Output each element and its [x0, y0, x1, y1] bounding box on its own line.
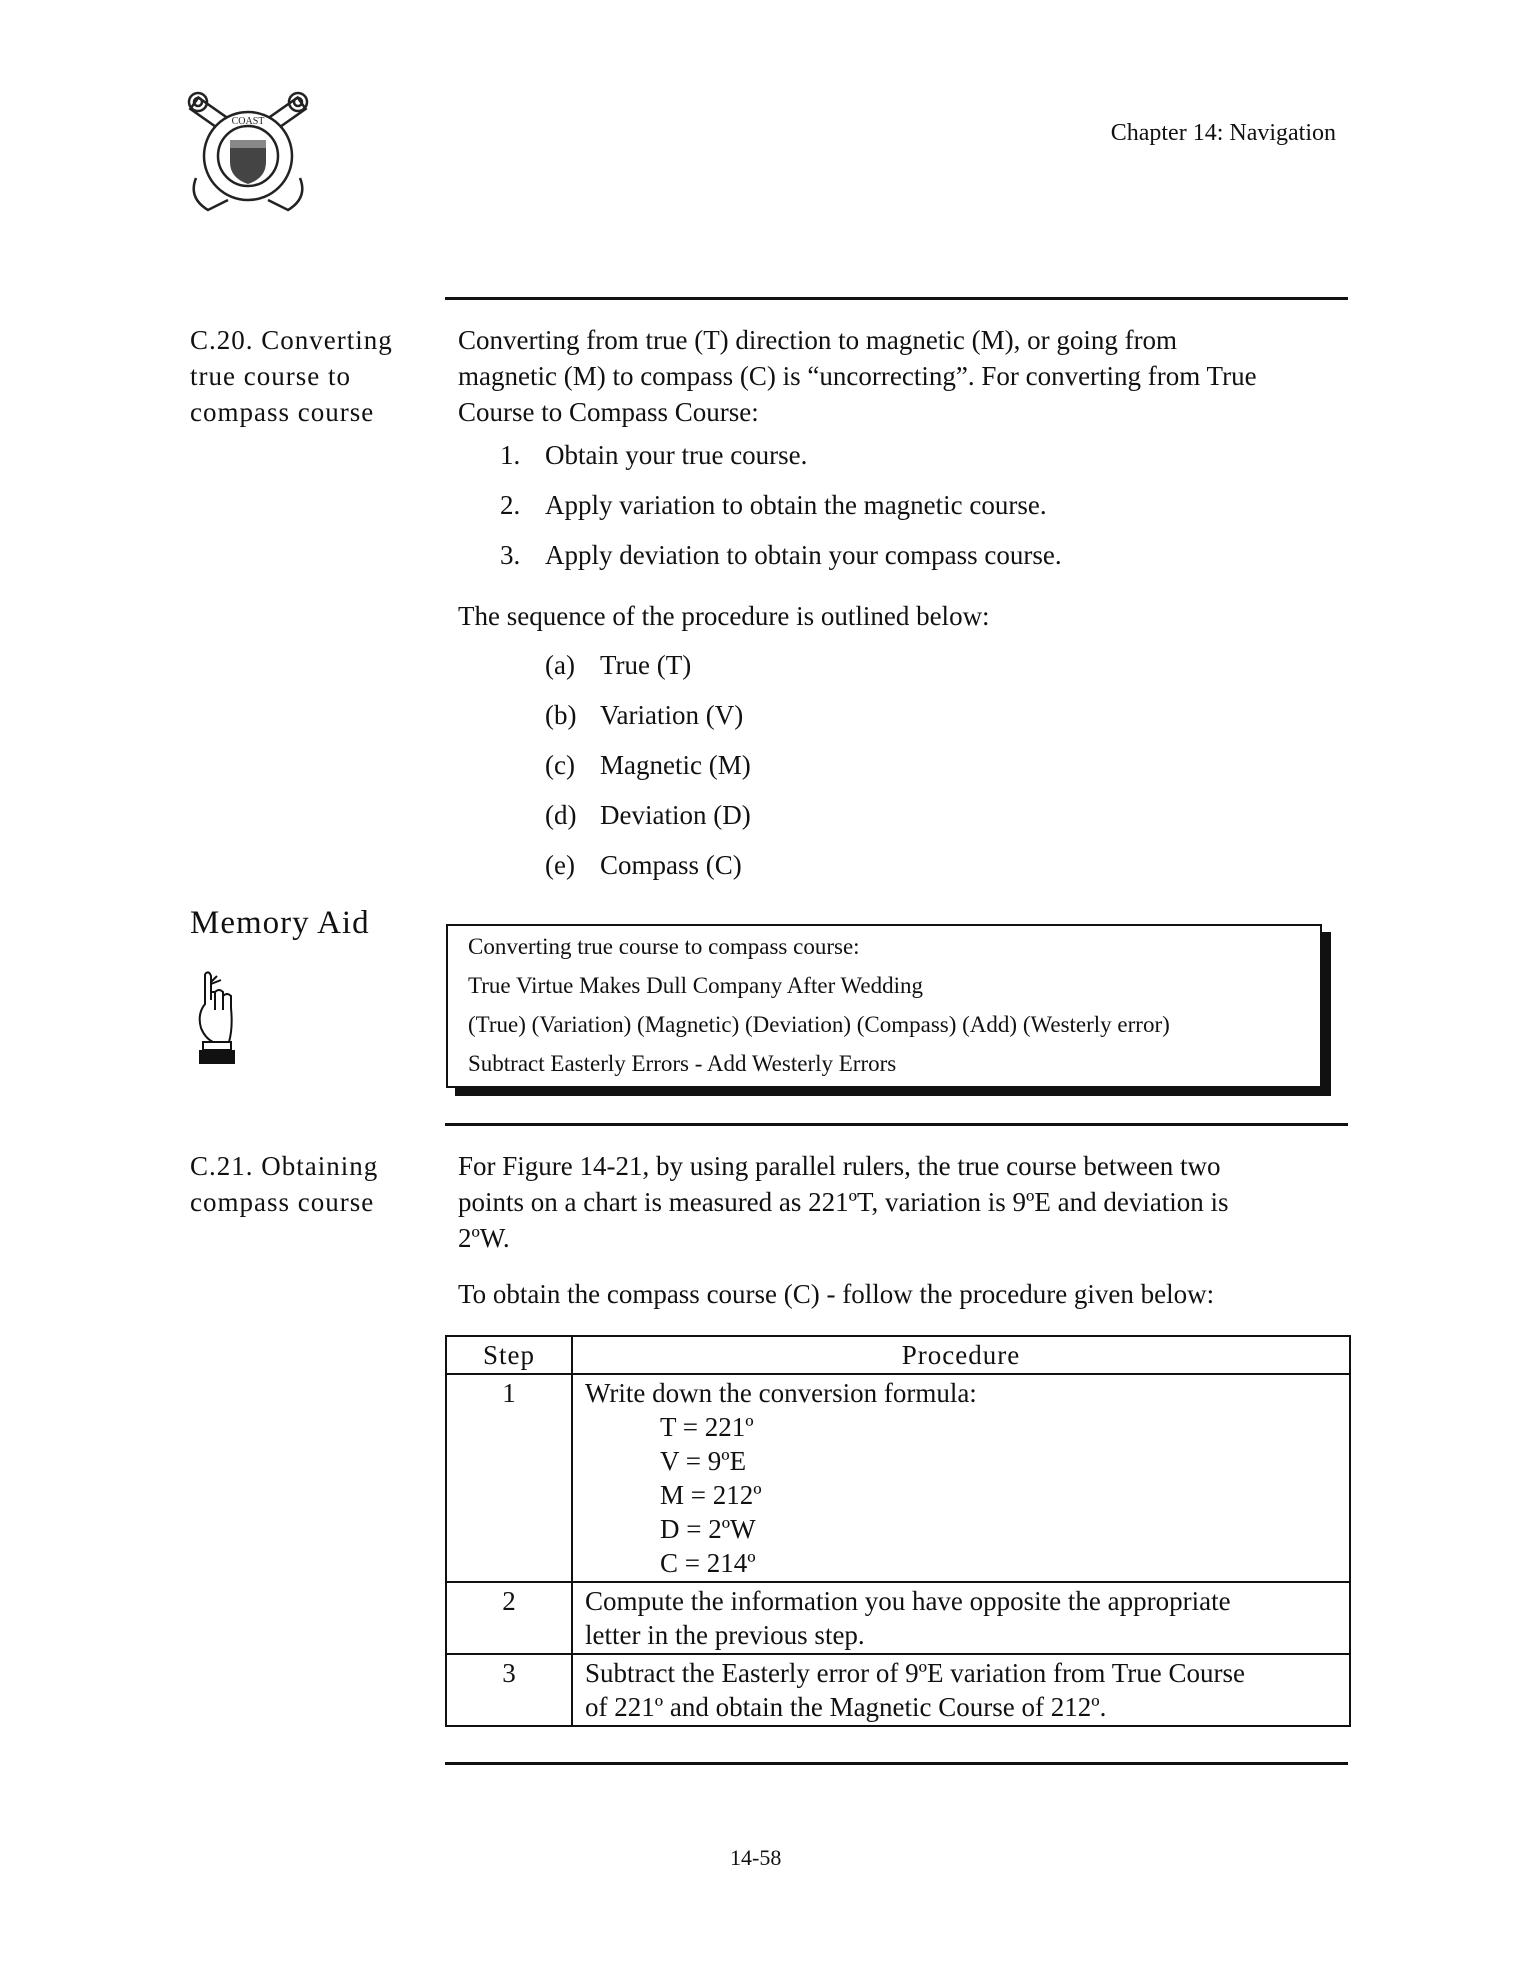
section-c20-intro	[458, 322, 1348, 430]
list-letter: (c)	[545, 750, 575, 780]
list-text: Variation (V)	[600, 700, 744, 730]
list-item	[545, 850, 751, 900]
list-item	[500, 490, 1062, 540]
procedure-table	[445, 1335, 1351, 1727]
page-number: 14-58	[730, 1845, 782, 1870]
sequence-intro: The sequence of the procedure is outlined below:	[458, 601, 990, 631]
sequence-list	[545, 650, 751, 900]
list-number: 2.	[500, 490, 521, 520]
list-item	[545, 650, 751, 700]
procedure-text	[572, 1654, 1350, 1726]
list-letter: (e)	[545, 850, 575, 880]
list-item	[500, 540, 1062, 590]
procedure-text	[572, 1374, 1350, 1582]
section-c21-label	[190, 1148, 430, 1220]
procedure-line: Write down the conversion formula:	[585, 1378, 977, 1408]
table-row	[446, 1374, 1350, 1582]
procedure-line: of 221º and obtain the Magnetic Course of 212º.	[585, 1692, 1107, 1722]
list-item	[545, 800, 751, 850]
label-line: true course to	[190, 361, 351, 391]
formula-line: T = 221º	[660, 1412, 754, 1442]
coast-guard-emblem-icon	[178, 88, 318, 223]
intro-line: For Figure 14-21, by using parallel rulers, the true course between two	[458, 1151, 1221, 1181]
step-number: 1	[446, 1374, 572, 1582]
step-number: 3	[446, 1654, 572, 1726]
list-item	[500, 440, 1062, 490]
list-number: 1.	[500, 440, 521, 470]
intro-line: points on a chart is measured as 221ºT, variation is 9ºE and deviation is	[458, 1187, 1229, 1217]
list-text: Apply deviation to obtain your compass course.	[545, 540, 1062, 570]
procedure-intro: To obtain the compass course (C) - follow the procedure given below:	[458, 1279, 1215, 1309]
chapter-header: Chapter 14: Navigation	[1110, 120, 1336, 146]
memory-aid-line: Converting true course to compass course:	[468, 934, 860, 959]
procedure-line: Subtract the Easterly error of 9ºE variation from True Course	[585, 1658, 1245, 1688]
label-line: C.20. Converting	[190, 325, 393, 355]
formula-line: M = 212º	[660, 1480, 762, 1510]
svg-text:COAST: COAST	[231, 116, 265, 127]
formula-line: C = 214º	[660, 1548, 756, 1578]
list-item	[545, 750, 751, 800]
finger-with-string-icon	[193, 970, 239, 1065]
table-header-row	[446, 1336, 1350, 1374]
intro-line: Course to Compass Course:	[458, 397, 759, 427]
label-line: compass course	[190, 1187, 375, 1217]
section-c20-label	[190, 322, 430, 430]
list-text: Deviation (D)	[600, 800, 751, 830]
section-divider	[445, 297, 1348, 300]
procedure-line: Compute the information you have opposite the appropriate	[585, 1586, 1231, 1616]
column-header-procedure: Procedure	[572, 1336, 1350, 1374]
section-divider	[445, 1123, 1348, 1126]
column-header-step: Step	[446, 1336, 572, 1374]
procedure-line: letter in the previous step.	[585, 1620, 865, 1650]
table-row	[446, 1582, 1350, 1654]
memory-aid-line: True Virtue Makes Dull Company After Wedding	[468, 973, 924, 998]
list-text: Magnetic (M)	[600, 750, 751, 780]
section-c21-intro	[458, 1148, 1348, 1256]
memory-aid-line: (True) (Variation) (Magnetic) (Deviation) (Compass) (Add) (Westerly error)	[468, 1012, 1170, 1037]
intro-line: magnetic (M) to compass (C) is “uncorrecting”. For converting from True	[458, 361, 1257, 391]
list-letter: (d)	[545, 800, 577, 830]
list-number: 3.	[500, 540, 521, 570]
formula-line: D = 2ºW	[660, 1514, 756, 1544]
label-line: compass course	[190, 397, 375, 427]
procedure-text	[572, 1582, 1350, 1654]
list-item	[545, 700, 751, 750]
label-line: C.21. Obtaining	[190, 1151, 379, 1181]
list-text: True (T)	[600, 650, 692, 680]
list-letter: (b)	[545, 700, 577, 730]
memory-aid-box	[446, 924, 1322, 1088]
steps-list	[500, 440, 1062, 590]
intro-line: 2ºW.	[458, 1223, 510, 1253]
list-text: Obtain your true course.	[545, 440, 808, 470]
intro-line: Converting from true (T) direction to magnetic (M), or going from	[458, 325, 1178, 355]
section-divider	[445, 1762, 1348, 1765]
list-text: Apply variation to obtain the magnetic course.	[545, 490, 1047, 520]
memory-aid-title: Memory Aid	[190, 905, 370, 941]
list-letter: (a)	[545, 650, 575, 680]
list-text: Compass (C)	[600, 850, 742, 880]
step-number: 2	[446, 1582, 572, 1654]
table-row	[446, 1654, 1350, 1726]
formula-line: V = 9ºE	[660, 1446, 747, 1476]
memory-aid-line: Subtract Easterly Errors - Add Westerly Errors	[468, 1051, 897, 1076]
